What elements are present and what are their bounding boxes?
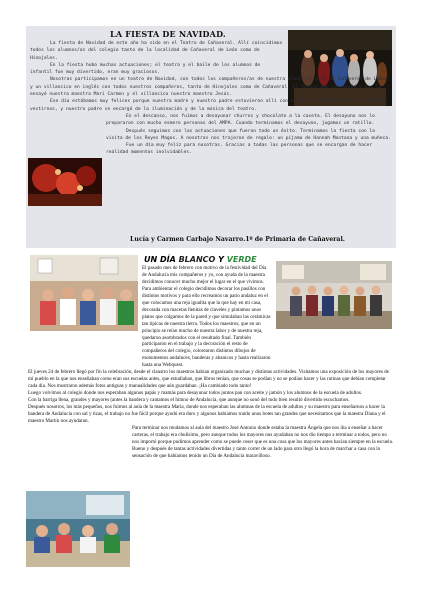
title-part: VERDE: [226, 255, 257, 264]
andalusia-day-body: [28, 265, 394, 460]
andalusia-day-title: [144, 255, 257, 264]
paragraph: Fue un día muy feliz para nosotras. Gracias a todas las personas que se encargan de hacer realidad momentos inolvidables.: [106, 143, 373, 156]
christmas-party-photo-image: [28, 158, 102, 206]
paragraph: Para terminar nos mudamos al aula del maestro José Antonio donde estaba la maestra Ángela que nos iba a enseñar a hacer carteras, el trabajo era chulísimo, pero aunque todos los mayores nos ayudaban no nos dio tiempo a terminar a todos, pero no nos importó porque pudimos aprender como se puede coser que es una cosa que los mayores antes hacían siempre en la escuela.: [132, 424, 394, 445]
paragraph: Después seguimos con las actuaciones que fueron todo un éxito. Terminamos la fiesta con la visita de los Reyes Magos. A nosotras nos trajeron de regalo: un pijama de Hannah Montana y una muñeca.: [106, 128, 391, 141]
christmas-article: [26, 26, 396, 248]
paragraph: Nosotras participamos en un teatro de Navidad, con todos los compañeros/as de nuestra clase (1º y 2º de Cañaveral de León) y un villancico en inglés con todos nuestros compañeros, tanto de Hinojales como de Cañaveral. El teatro nos lo enseñó y nos lo ensayó nuestra maestra Mari Carmen y el villancico nuestro maestro Jesús.: [30, 77, 388, 98]
paragraph: Después nosotros, los más pequeños, nos fuimos al aula de la maestra María, donde nos esperaban las alumnas de la escuela de adultos y su maestro para enseñarnos a hacer la bandera de Andalucía con sal y tizas, el trabajo no fue fácil porque ayudó era duro y algunos habíamos traído unos botes tan grandes que necesitamos que la maestra Diana y el maestro Martín nos ayudaran.: [28, 404, 386, 424]
christmas-article-title: LA FIESTA DE NAVIDAD.: [110, 29, 226, 39]
paragraph: El pasado mes de febrero con motivo de la festividad del Día de Andalucía mis compañeros y yo, con ayuda de la maestra decidimos conocer mucho mejor el lugar en el que vivimos.: [142, 265, 267, 285]
paragraph: Para ambientar el colegio decidimos decorar los pasillos con distintos motivos y para ello recreamos un patio andaluz en el que colocamos una reja igualita que la que hay en mi casa, decorada con macetas llenitas de claveles y pintamos unos platos que colgamos de la pared y que simulaban las cerámicas tan típicas de nuestra tierra. Todos los maestros, que en un principio se reían mucho de nuestra labor y de nuestra reja, quedaron asombrados con el resultado final. También participaron en el trabajo y la decoración el resto de compañeros del colegio, colorearon distintos dibujos de monumentos andaluces, banderas y abanicos y hasta realizaron hasta una Webquest.: [142, 285, 271, 369]
classroom-activity-photo: [26, 491, 130, 567]
paragraph: Bueno y después de tantas actividades divertidas y tanto correr de un lado para otro llegó la hora de marchar a casa con la sensación de que habíamos tenido un Día de Andalucía maravilloso.: [132, 445, 380, 459]
paragraph: En la fiesta hubo muchas actuaciones; el teatro y el baile de los alumnos de infantil fue muy divertido, eran muy graciosos.: [30, 62, 261, 76]
classroom-activity-photo-image: [26, 491, 130, 567]
paragraph: El jueves 24 de febrero llegó por fin la celebración, desde el claustro los maestros habían organizado muchas y distintas actividades. Visitamos una exposición de los mayores de mi pueblo en la que nos enseñaban como eran sus escuelas antes, que estudiaban, que libros tenían, que cosas se podían y no se podían hacer y las rutinas que debían completar cada día. Nos mostraron además fotos antiguas y manualidades que aún guardaban. ¡Ha cambiado todo tanto!: [28, 369, 389, 390]
paragraph: En el descanso, nos fuimos a desayunar churros y chocolate a la caseta. El desayuno nos lo prepararon con mucho esmero personas del AMPA. Cuando terminamos el desayuno, jugamos un ratillo.: [106, 113, 375, 127]
christmas-article-body: [30, 40, 392, 157]
title-part: Y: [218, 255, 227, 264]
paragraph: Luego volvimos al colegio donde nos esperaban algunos papás y mamás para desayunar todos juntos pan con aceite y jamón y los alumnos de la escuela de adultos.: [28, 390, 363, 397]
paragraph: Con la barriga llena, grandes y mayores (antes la bandera y cantamos el himno de Andalucía, que aunque no sonó del todo bien resultó divertido escucharnos.: [28, 397, 350, 404]
paragraph: Ese día estábamos muy felices porque nuestra madre y nuestro padre estuvieron allí con nosotras. Nuestra madre nos ayudó a vestirnos, y nuestro padre se encargó de la iluminación y de la música del teatro.: [30, 99, 388, 112]
title-part: UN DÍA: [144, 255, 179, 264]
christmas-article-signature: Lucía y Carmen Carbajo Navarro.1º de Primaria de Cañaveral.: [130, 236, 345, 243]
andalusia-day-article: [26, 252, 396, 570]
title-part: BLANCO: [178, 255, 219, 264]
christmas-party-photo: [28, 158, 102, 206]
paragraph: La fiesta de Navidad de este año ha sido en el Teatro de Cañaveral. Allí coincidimos todos los alumnos/as del colegio tanto de la localidad de Cañaveral de León como de Hinojales.: [30, 41, 283, 61]
